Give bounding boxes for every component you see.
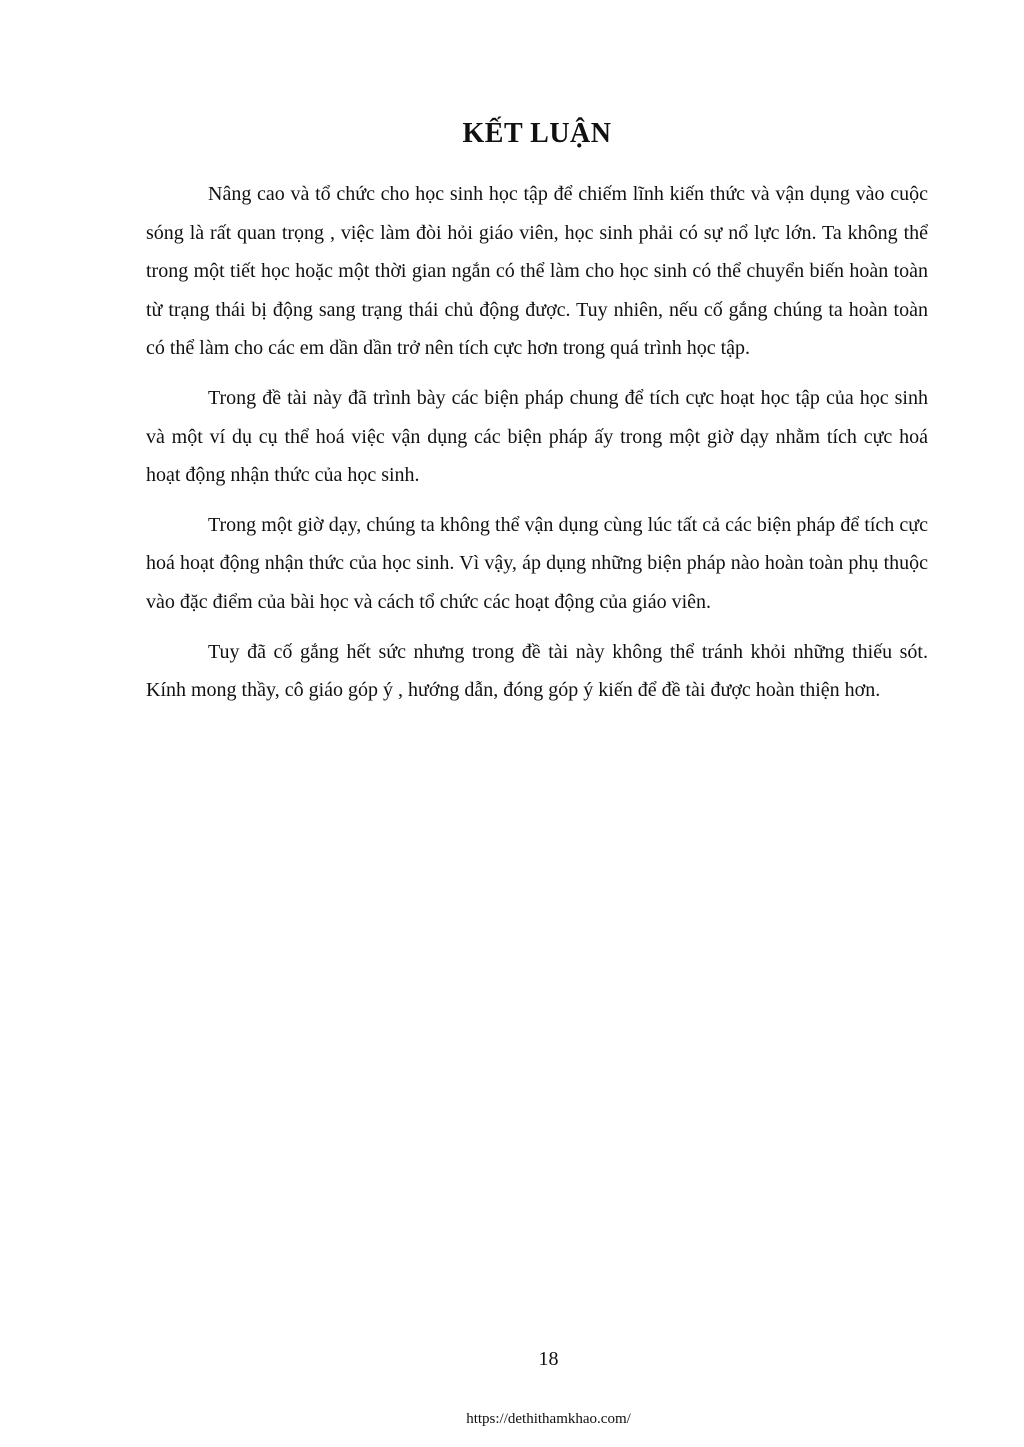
page-title: KẾT LUẬN: [462, 118, 612, 149]
paragraph-3: Trong một giờ dạy, chúng ta không thể vận dụng cùng lúc tất cả các biện pháp để tích cực hoá hoạt động nhận thức của học sinh. Vì vậy, áp dụng những biện pháp nào hoàn toàn phụ thuộc vào đặc điểm của bài học và cách tổ chức các hoạt động của giáo viên.: [146, 513, 928, 613]
paragraph-4: Tuy đã cố gắng hết sức nhưng trong đề tài này không thể tránh khỏi những thiếu sót. Kính mong thầy, cô giáo góp ý , hướng dẫn, đóng góp ý kiến để đề tài được hoàn thiện hơn.: [146, 640, 928, 702]
page-number: 18: [538, 1348, 559, 1370]
paragraph-1: Nâng cao và tổ chức cho học sinh học tập để chiếm lĩnh kiến thức và vận dụng vào cuộc sóng là rất quan trọng , việc làm đòi hỏi giáo viên, học sinh phải có sự nổ lực lớn. Ta không thể trong một tiết học hoặc một thời gian ngắn có thể làm cho học sinh có thể chuyển biến hoàn toàn từ trạng thái bị động sang trạng thái chủ động được. Tuy nhiên, nếu cố gắng chúng ta hoàn toàn có thể làm cho các em dần dần trở nên tích cực hơn trong quá trình học tập.: [146, 183, 928, 360]
paragraph-2: Trong đề tài này đã trình bày các biện pháp chung để tích cực hoạt học tập của học sinh và một ví dụ cụ thể hoá việc vận dụng các biện pháp ấy trong một giờ dạy nhằm tích cực hoá hoạt động nhận thức của học sinh.: [146, 386, 928, 487]
body-text: [146, 175, 928, 721]
footer-url-link[interactable]: https://dethithamkhao.com/: [466, 1411, 631, 1427]
